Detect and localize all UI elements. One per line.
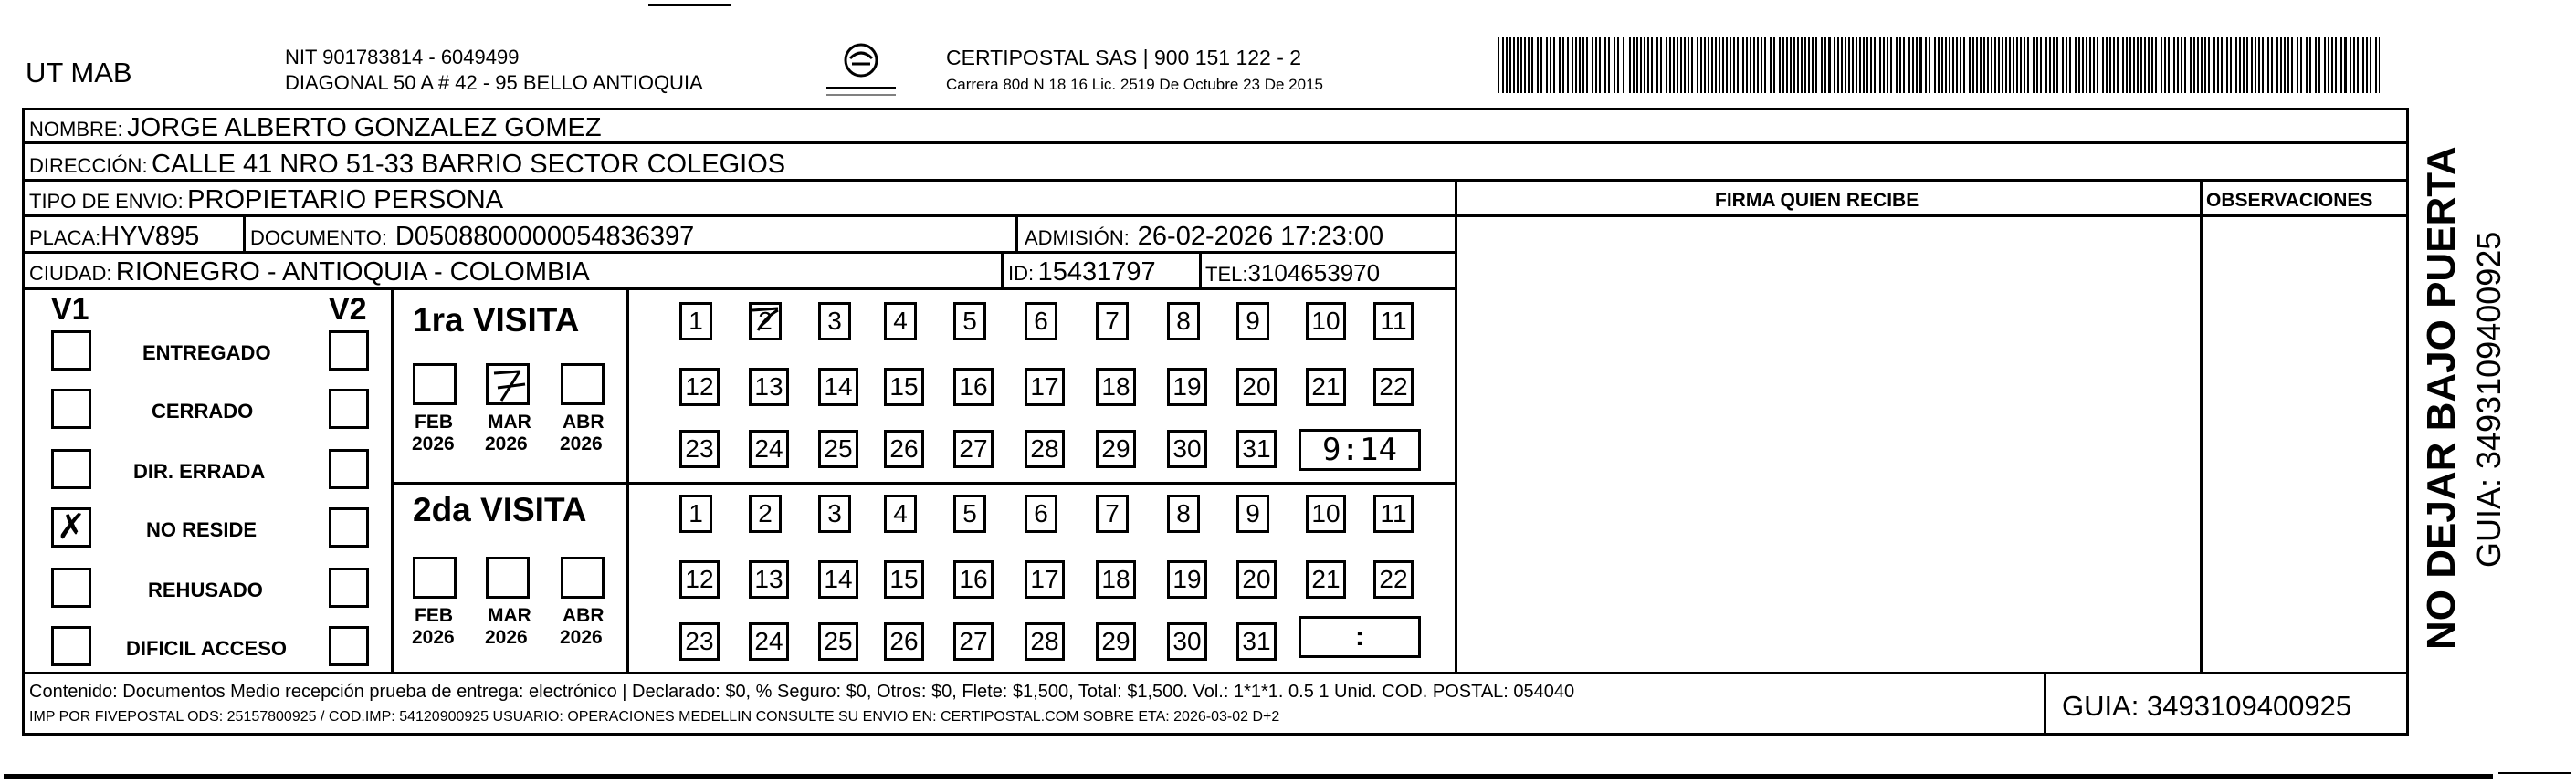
v2-checkbox[interactable] — [329, 626, 369, 666]
day-box[interactable]: 13 — [749, 368, 789, 406]
tel-value: 3104653970 — [1247, 259, 1381, 287]
day-box[interactable]: 1 — [679, 495, 712, 533]
month-checkbox-mar[interactable] — [486, 363, 530, 405]
v1-checkbox[interactable]: ✗ — [51, 507, 91, 548]
documento-label: DOCUMENTO: — [250, 226, 387, 249]
certipostal-logo-icon — [815, 40, 907, 100]
day-box[interactable]: 8 — [1167, 495, 1200, 533]
year-label: 2026 — [412, 627, 455, 648]
day-box[interactable]: 12 — [679, 560, 720, 599]
day-box[interactable]: 3 — [818, 302, 851, 340]
day-box[interactable]: 17 — [1025, 560, 1065, 599]
carrier-license: Carrera 80d N 18 16 Lic. 2519 De Octubre 23 De 2015 — [946, 76, 1323, 93]
month-label: ABR — [563, 412, 605, 433]
day-box[interactable]: 5 — [953, 495, 986, 533]
day-box[interactable]: 19 — [1167, 560, 1207, 599]
side-warning: NO DEJAR BAJO PUERTA — [2419, 146, 2464, 650]
day-box[interactable]: 26 — [884, 430, 924, 468]
ciudad-value: RIONEGRO - ANTIOQUIA - COLOMBIA — [115, 257, 590, 287]
observaciones-header: OBSERVACIONES — [2206, 190, 2373, 211]
admision-label: ADMISIÓN: — [1025, 226, 1130, 249]
day-box[interactable]: 19 — [1167, 368, 1207, 406]
day-box[interactable]: 28 — [1025, 430, 1065, 468]
bottom-rule — [4, 774, 2493, 779]
day-box[interactable]: 12 — [679, 368, 720, 406]
top-rule — [648, 4, 731, 6]
day-box[interactable]: 16 — [953, 560, 994, 599]
day-box[interactable]: 24 — [749, 622, 789, 661]
v1-checkbox[interactable] — [51, 389, 91, 429]
day-box[interactable]: 18 — [1096, 368, 1136, 406]
day-box[interactable]: 22 — [1373, 368, 1414, 406]
day-box[interactable]: 27 — [953, 622, 994, 661]
status-label: NO RESIDE — [146, 518, 258, 541]
month-checkbox-mar[interactable] — [486, 557, 530, 599]
id-value: 15431797 — [1037, 257, 1156, 287]
day-box[interactable]: 3 — [818, 495, 851, 533]
day-box[interactable]: 26 — [884, 622, 924, 661]
check-mark-icon — [489, 366, 529, 404]
day-box[interactable]: 17 — [1025, 368, 1065, 406]
day-box[interactable]: 1 — [679, 302, 712, 340]
ciudad-label: CIUDAD: — [29, 262, 112, 285]
day-box[interactable]: 4 — [884, 495, 917, 533]
month-checkbox-abr[interactable] — [561, 557, 605, 599]
day-box[interactable]: 31 — [1236, 622, 1277, 661]
month-label: MAR — [488, 605, 531, 626]
month-checkbox-abr[interactable] — [561, 363, 605, 405]
day-box[interactable]: 10 — [1306, 495, 1346, 533]
day-box[interactable]: 29 — [1096, 622, 1136, 661]
day-box[interactable]: 5 — [953, 302, 986, 340]
day-box[interactable]: 25 — [818, 430, 858, 468]
v1-checkbox[interactable] — [51, 449, 91, 489]
day-box[interactable]: 15 — [884, 560, 924, 599]
v2-checkbox[interactable] — [329, 389, 369, 429]
status-label: REHUSADO — [148, 579, 263, 601]
day-box[interactable]: 8 — [1167, 302, 1200, 340]
day-box[interactable]: 13 — [749, 560, 789, 599]
company-address: DIAGONAL 50 A # 42 - 95 BELLO ANTIOQUIA — [285, 71, 703, 94]
documento-value: D0508800000054836397 — [394, 222, 695, 251]
day-box[interactable]: 7 — [1096, 302, 1129, 340]
v2-checkbox[interactable] — [329, 507, 369, 548]
day-box[interactable]: 9 — [1236, 495, 1269, 533]
year-label: 2026 — [560, 627, 603, 648]
month-label: MAR — [488, 412, 531, 433]
month-checkbox-feb[interactable] — [413, 363, 457, 405]
day-box[interactable]: 2 — [749, 495, 782, 533]
day-box[interactable]: 30 — [1167, 430, 1207, 468]
direccion-label: DIRECCIÓN: — [29, 154, 148, 177]
barcode — [1498, 37, 2383, 97]
day-box[interactable]: 23 — [679, 622, 720, 661]
company-name: UT MAB — [26, 57, 132, 89]
year-label: 2026 — [485, 627, 528, 648]
admision-value: 26-02-2026 17:23:00 — [1137, 222, 1384, 251]
day-box[interactable]: 7 — [1096, 495, 1129, 533]
visit2-title: 2da VISITA — [413, 491, 587, 528]
handwritten-mark-icon — [751, 307, 783, 334]
year-label: 2026 — [560, 433, 603, 454]
status-label: CERRADO — [152, 400, 254, 423]
status-label: ENTREGADO — [142, 341, 271, 364]
day-box[interactable]: 18 — [1096, 560, 1136, 599]
nombre-value: JORGE ALBERTO GONZALEZ GOMEZ — [127, 113, 602, 142]
tel-label: TEL: — [1205, 263, 1248, 286]
placa-label: PLACA: — [29, 226, 101, 249]
v1-checkbox[interactable] — [51, 568, 91, 608]
month-label: FEB — [415, 605, 453, 626]
day-box[interactable]: 14 — [818, 368, 858, 406]
id-label: ID: — [1008, 262, 1035, 285]
month-label: FEB — [415, 412, 453, 433]
visit1-time[interactable]: 9:14 — [1299, 429, 1421, 471]
day-box[interactable]: 9 — [1236, 302, 1269, 340]
day-box[interactable]: 15 — [884, 368, 924, 406]
v1-checkbox[interactable] — [51, 626, 91, 666]
day-box[interactable]: 20 — [1236, 368, 1277, 406]
side-guia: GUIA: 3493109400925 — [2470, 231, 2508, 568]
nombre-label: NOMBRE: — [29, 118, 123, 141]
day-box[interactable]: 24 — [749, 430, 789, 468]
year-label: 2026 — [485, 433, 528, 454]
day-box[interactable]: 23 — [679, 430, 720, 468]
day-box[interactable]: 2 — [749, 302, 782, 340]
day-box[interactable]: 4 — [884, 302, 917, 340]
v2-checkbox[interactable] — [329, 330, 369, 371]
v2-header: V2 — [329, 292, 367, 327]
v1-header: V1 — [51, 292, 89, 327]
contenido-text: Contenido: Documentos Medio recepción prueba de entrega: electrónico | Declarado: $0, % Seguro: $0, Otros: $0, Flete: $1,500, Total: $1,500. Vol.: 1*1*1. 0.5 1 Unid. COD. POSTAL: 054040 — [29, 682, 1575, 702]
direccion-value: CALLE 41 NRO 51-33 BARRIO SECTOR COLEGIOS — [152, 150, 786, 179]
year-label: 2026 — [412, 433, 455, 454]
day-box[interactable]: 11 — [1373, 302, 1414, 340]
day-box[interactable]: 22 — [1373, 560, 1414, 599]
day-box[interactable]: 30 — [1167, 622, 1207, 661]
day-box[interactable]: 11 — [1373, 495, 1414, 533]
carrier-name: CERTIPOSTAL SAS | 900 151 122 - 2 — [946, 46, 1302, 69]
day-box[interactable]: 6 — [1025, 302, 1057, 340]
v2-checkbox[interactable] — [329, 568, 369, 608]
nit-text: NIT 901783814 - 6049499 — [285, 46, 520, 68]
day-box[interactable]: 21 — [1306, 560, 1346, 599]
day-box[interactable]: 27 — [953, 430, 994, 468]
status-label: DIR. ERRADA — [133, 460, 266, 483]
day-box[interactable]: 6 — [1025, 495, 1057, 533]
placa-value: HYV895 — [100, 222, 200, 251]
visit1-title: 1ra VISITA — [413, 301, 580, 339]
v1-checkbox[interactable] — [51, 330, 91, 371]
footer-guia: GUIA: 3493109400925 — [2062, 690, 2352, 722]
firma-header: FIRMA QUIEN RECIBE — [1715, 190, 1919, 211]
day-box[interactable]: 16 — [953, 368, 994, 406]
tipo-envio-label: TIPO DE ENVIO: — [29, 190, 184, 213]
visit2-time[interactable]: : — [1299, 616, 1421, 658]
v2-checkbox[interactable] — [329, 449, 369, 489]
imp-text: IMP POR FIVEPOSTAL ODS: 25157800925 / COD.IMP: 54120900925 USUARIO: OPERACIONES MEDELLIN CONSULTE SU ENVIO EN: CERTIPOSTAL.COM SOBRE ETA: 2026-03-02 D+2 — [29, 709, 1280, 725]
day-box[interactable]: 25 — [818, 622, 858, 661]
month-label: ABR — [563, 605, 605, 626]
tipo-envio-value: PROPIETARIO PERSONA — [187, 185, 504, 214]
day-box[interactable]: 21 — [1306, 368, 1346, 406]
day-box[interactable]: 10 — [1306, 302, 1346, 340]
day-box[interactable]: 20 — [1236, 560, 1277, 599]
day-box[interactable]: 29 — [1096, 430, 1136, 468]
day-box[interactable]: 14 — [818, 560, 858, 599]
day-box[interactable]: 28 — [1025, 622, 1065, 661]
status-label: DIFICIL ACCESO — [126, 637, 288, 660]
month-checkbox-feb[interactable] — [413, 557, 457, 599]
day-box[interactable]: 31 — [1236, 430, 1277, 468]
